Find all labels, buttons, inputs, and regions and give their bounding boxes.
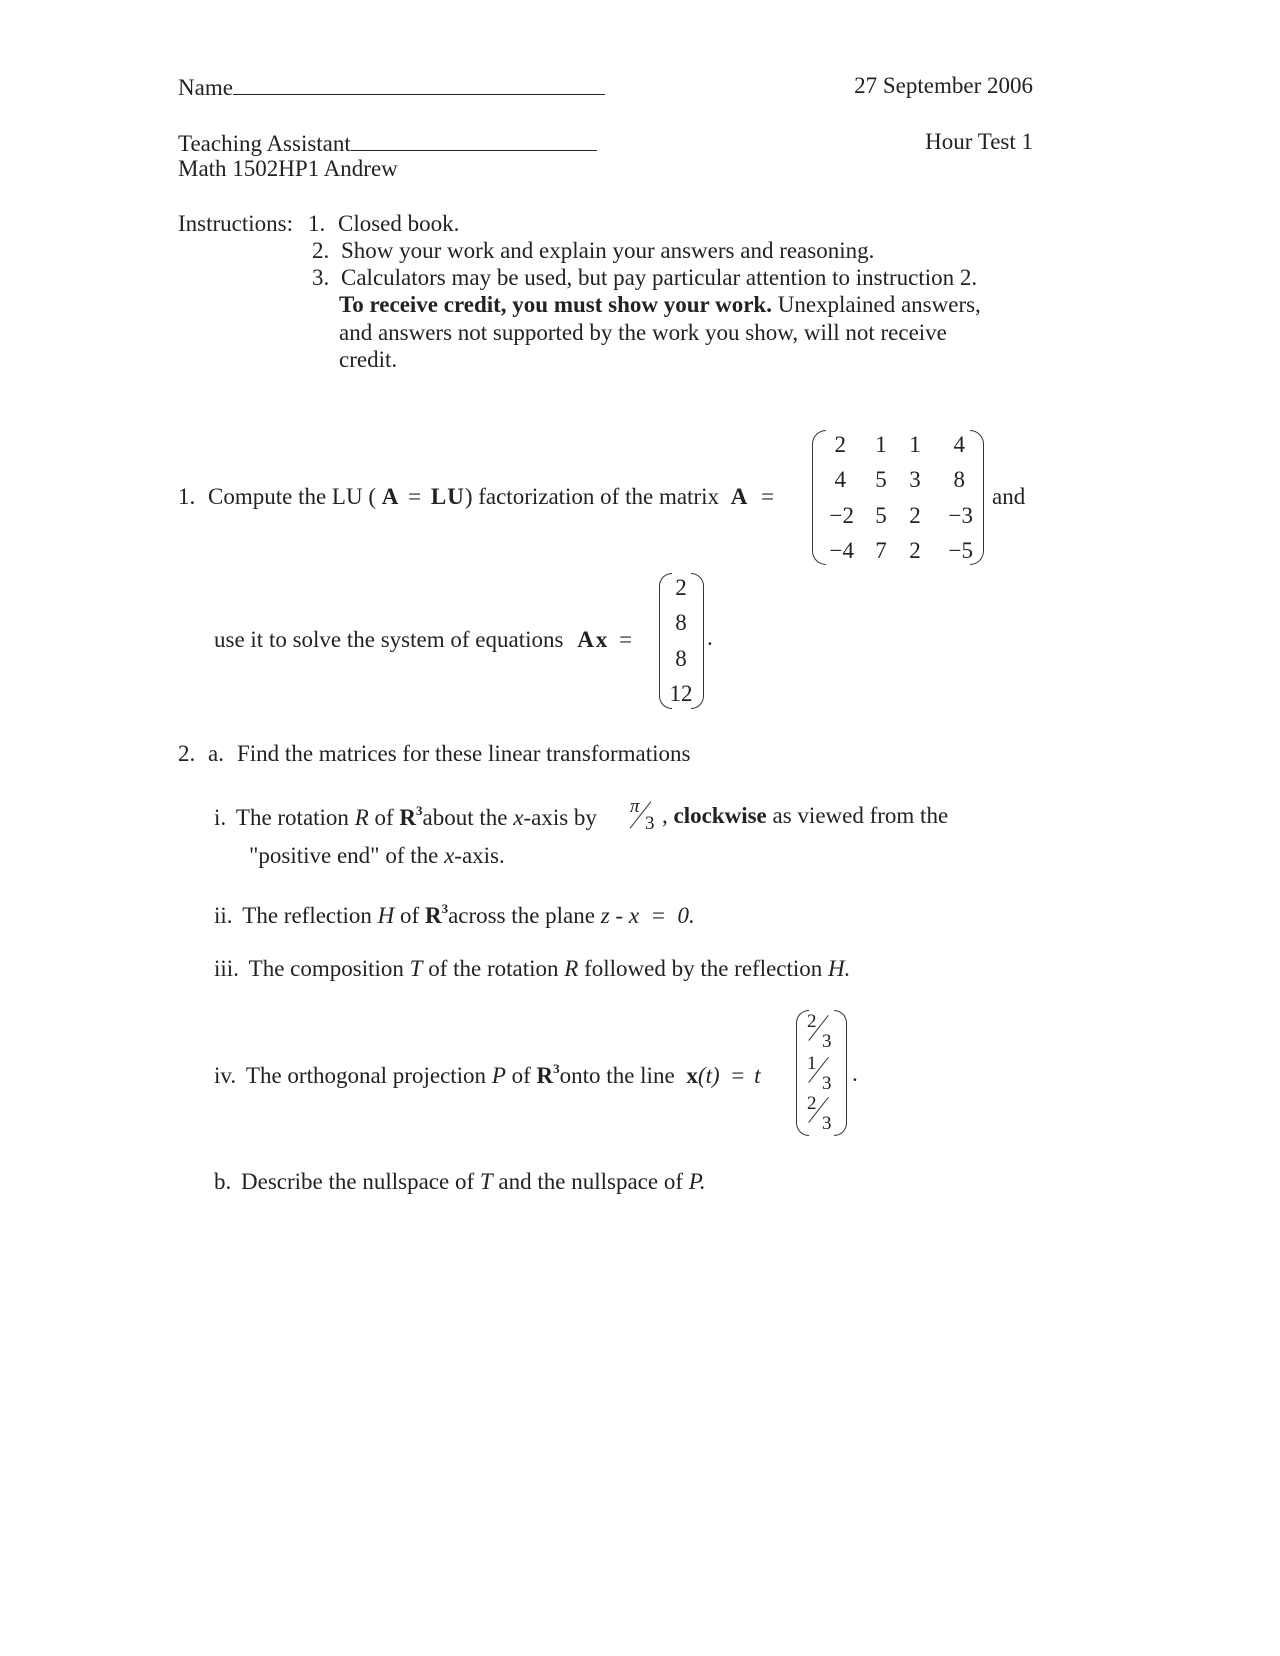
- matrix-a-cell: 8: [953, 467, 965, 492]
- instruction-note-line-2: and answers not supported by the work you show, will not receive: [339, 320, 947, 345]
- matrix-a-cell: 5: [875, 467, 887, 492]
- matrix-a-cell: 1: [875, 432, 887, 457]
- matrix-a-cell: 7: [875, 538, 887, 563]
- matrix-a-cell: −3: [948, 503, 973, 528]
- q2a-iv: iv. The orthogonal projection P of $R^3onto$ the line x(t) = t: [214, 1061, 761, 1088]
- matrix-a-cell: 2: [909, 503, 921, 528]
- pi-denominator: 3: [645, 813, 655, 834]
- q2-number: 2.: [178, 741, 196, 766]
- q1-and: and: [992, 484, 1026, 509]
- vector-denominator: 3: [822, 1031, 832, 1052]
- pi-numerator: π: [630, 796, 640, 817]
- vector-numerator: 1: [807, 1053, 817, 1074]
- rhs-cell: 12: [669, 681, 693, 706]
- matrix-a-cell: 2: [909, 538, 921, 563]
- exam-date: 27 September 2006: [854, 73, 1033, 98]
- rhs-cell: 2: [675, 575, 687, 600]
- instruction-3: Calculators may be used, but pay particular attention to instruction 2.: [341, 265, 978, 290]
- instruction-note-line-1: [339, 293, 981, 316]
- test-title: Hour Test 1: [925, 129, 1033, 154]
- instruction-3-num: 3.: [312, 265, 330, 290]
- instruction-2: Show your work and explain your answers and reasoning.: [341, 238, 875, 263]
- vector-numerator: 2: [807, 1011, 817, 1032]
- q2a-text: Find the matrices for these linear transformations: [237, 741, 691, 766]
- q2a-i-line2: "positive end" of the x-axis.: [249, 843, 505, 868]
- q2b: b. Describe the nullspace of T and the nullspace of P.: [214, 1169, 706, 1194]
- q2a-iii: iii. The composition T of the rotation R followed by the reflection H.: [214, 956, 851, 981]
- matrix-a-cell: 5: [875, 503, 887, 528]
- q1-period: .: [707, 625, 713, 650]
- ta-blank[interactable]: [351, 130, 597, 151]
- instruction-1: Closed book.: [338, 211, 460, 236]
- instructions-label: Instructions:: [178, 211, 293, 236]
- matrix-a-cell: 1: [909, 432, 921, 457]
- q1-solve-text: use it to solve the system of equations Ax =: [214, 627, 633, 652]
- vector-numerator: 2: [807, 1093, 817, 1114]
- q2a-i-rest: , clockwise as viewed from the: [662, 803, 949, 828]
- matrix-a-cell: −4: [829, 538, 854, 563]
- matrix-a-cell: 4: [834, 467, 846, 492]
- matrix-a-cell: −2: [829, 503, 854, 528]
- vector-denominator: 3: [822, 1113, 832, 1134]
- q1-text: Compute the LU ( A = LU) factorization of the matrix A =: [208, 484, 775, 509]
- q2a-iv-period: .: [852, 1061, 858, 1086]
- q2a-i: i. The rotation R of $R^3about$ the x-axis by: [214, 803, 597, 830]
- instruction-note-line-3: credit.: [339, 347, 398, 372]
- instruction-1-num: 1.: [308, 211, 326, 236]
- name-blank[interactable]: [233, 74, 605, 95]
- rhs-cell: 8: [675, 610, 687, 635]
- instruction-2-num: 2.: [312, 238, 330, 263]
- matrix-a-cell: 4: [953, 432, 965, 457]
- q2a-label: a.: [208, 741, 224, 766]
- vector-denominator: 3: [822, 1073, 832, 1094]
- matrix-a-cell: −5: [948, 538, 973, 563]
- vector-right-paren: [834, 1010, 847, 1136]
- ta-label: Teaching Assistant: [178, 130, 597, 155]
- name-label: Name: [178, 74, 605, 99]
- bold-note: To receive credit, you must show your work.: [339, 292, 772, 317]
- course-name: Math 1502HP1 Andrew: [178, 156, 398, 181]
- matrix-a-cell: 2: [834, 432, 846, 457]
- rhs-cell: 8: [675, 646, 687, 671]
- matrix-a-cell: 3: [909, 467, 921, 492]
- note-rest-1: Unexplained answers,: [771, 292, 981, 317]
- q2a-ii: ii. The reflection H of $R^3across$ the plane z - x = 0.: [214, 901, 695, 928]
- q1-number: 1.: [178, 484, 196, 509]
